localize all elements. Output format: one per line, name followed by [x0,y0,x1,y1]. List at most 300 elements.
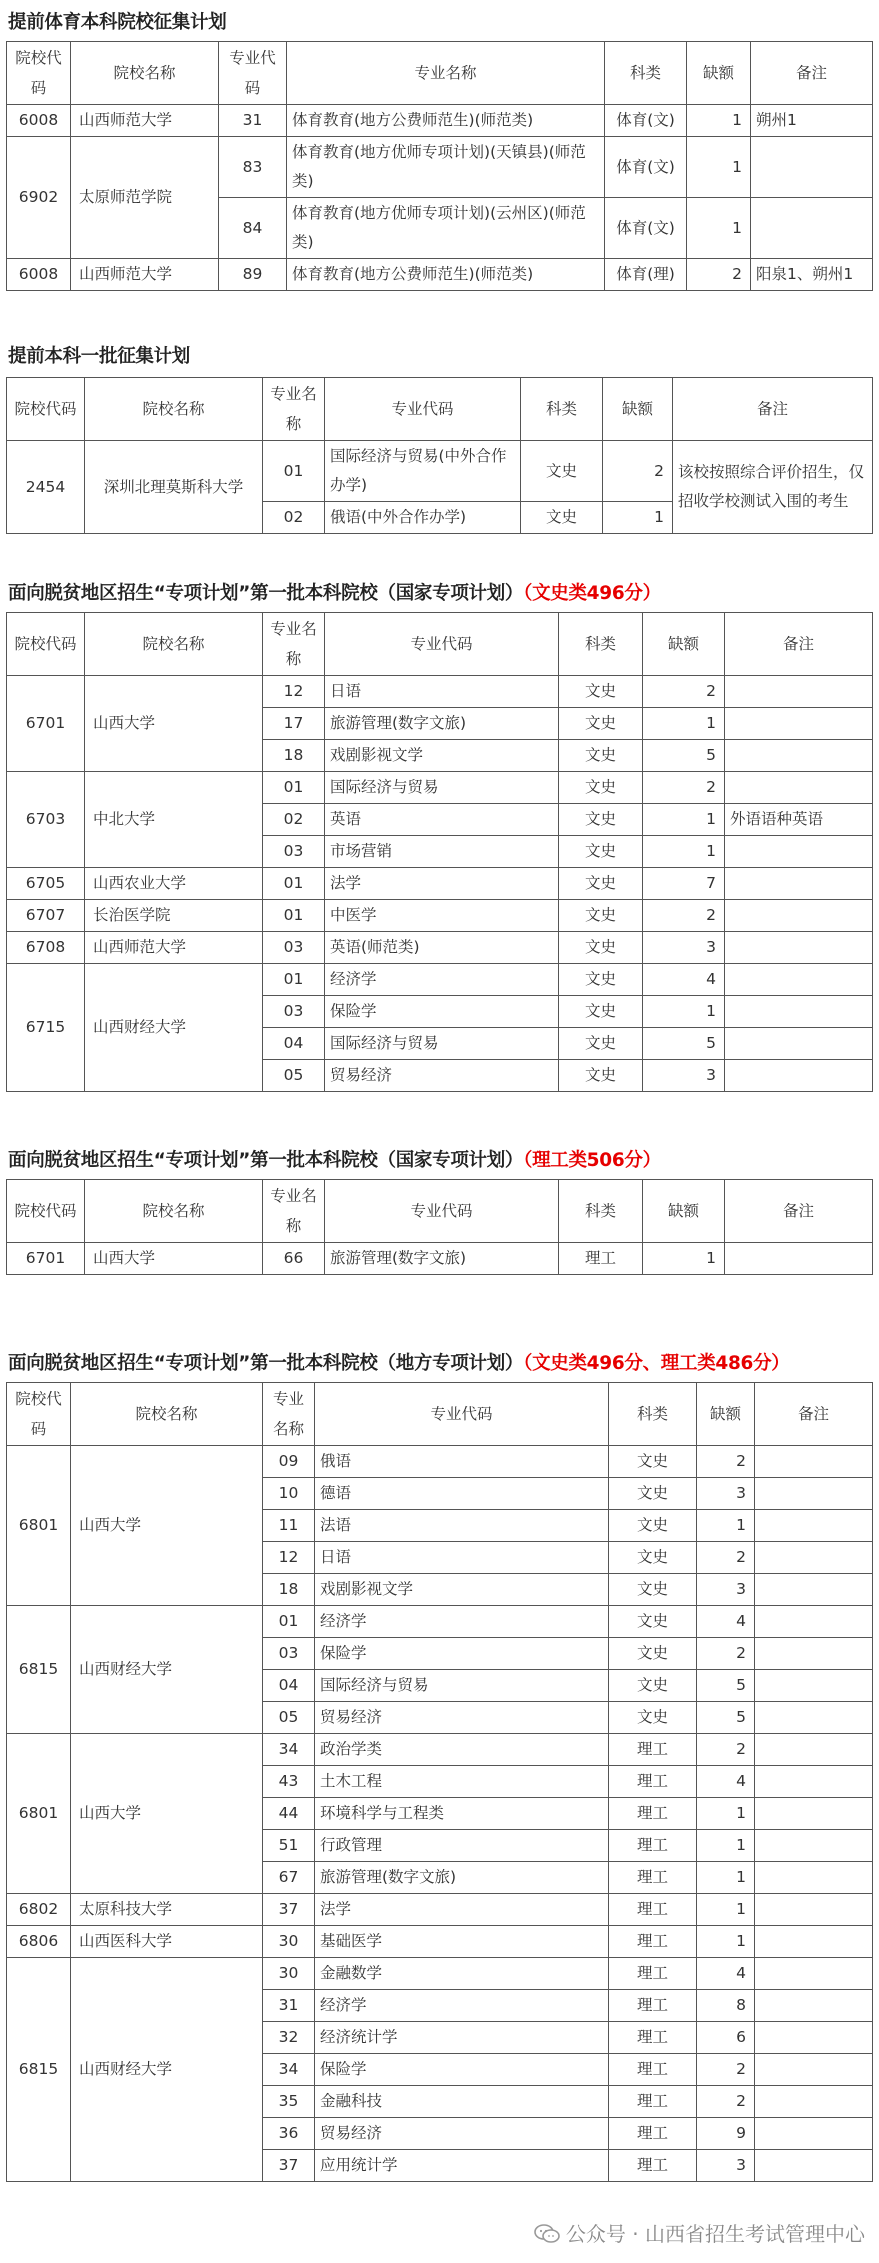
vacancy: 4 [697,1766,755,1798]
major-name: 市场营销 [325,836,559,868]
vacancy: 2 [697,2086,755,2118]
vacancy: 4 [643,964,725,996]
table-row [7,1926,873,1958]
header-cell: 专业名称 [263,1180,325,1243]
category: 文史 [609,1510,697,1542]
category: 文史 [559,996,643,1028]
header-cell: 专业名称 [263,378,325,441]
note [755,1926,873,1958]
vacancy: 1 [603,502,673,534]
category: 文史 [609,1638,697,1670]
major-code: 10 [263,1478,315,1510]
major-name: 旅游管理(数字文旅) [325,708,559,740]
header-cell: 专业名称 [263,1383,315,1446]
major-name: 体育教育(地方公费师范生)(师范类) [287,259,605,291]
major-name: 贸易经济 [315,1702,609,1734]
school-code: 6703 [7,772,85,868]
major-name: 行政管理 [315,1830,609,1862]
vacancy: 2 [697,1734,755,1766]
table-row [7,137,873,198]
table-row [7,1734,873,1766]
major-name: 经济统计学 [315,2022,609,2054]
header-cell: 科类 [559,1180,643,1243]
school-code: 6801 [7,1734,71,1894]
note [725,772,873,804]
category: 文史 [521,502,603,534]
header-cell: 备注 [725,613,873,676]
school-name: 山西农业大学 [85,868,263,900]
vacancy: 1 [643,996,725,1028]
table-row [7,868,873,900]
major-code: 43 [263,1766,315,1798]
note [755,1510,873,1542]
header-cell: 专业名称 [287,42,605,105]
header-cell: 院校名称 [85,378,263,441]
major-name: 法学 [325,868,559,900]
table-row [7,1958,873,1990]
header-cell: 专业代码 [315,1383,609,1446]
category: 理工 [609,1862,697,1894]
vacancy: 2 [697,1638,755,1670]
note [755,1702,873,1734]
vacancy: 5 [697,1702,755,1734]
category: 文史 [559,868,643,900]
vacancy: 2 [697,1542,755,1574]
note [755,1766,873,1798]
admission-table [6,377,873,534]
major-name: 经济学 [315,1990,609,2022]
major-name: 国际经济与贸易 [315,1670,609,1702]
header-cell: 备注 [751,42,873,105]
major-name: 保险学 [315,2054,609,2086]
school-code: 6806 [7,1926,71,1958]
table-row [7,259,873,291]
category: 理工 [559,1243,643,1275]
major-code: 44 [263,1798,315,1830]
major-name: 保险学 [315,1638,609,1670]
header-cell: 缺额 [643,613,725,676]
table-row [7,1243,873,1275]
note [755,1446,873,1478]
major-code: 05 [263,1702,315,1734]
category: 体育(文) [605,105,687,137]
school-code: 6801 [7,1446,71,1606]
major-code: 31 [263,1990,315,2022]
category: 理工 [609,2150,697,2182]
category: 文史 [559,804,643,836]
header-cell: 科类 [559,613,643,676]
category: 理工 [609,2086,697,2118]
note [755,1798,873,1830]
header-cell: 缺额 [697,1383,755,1446]
vacancy: 8 [697,1990,755,2022]
major-name: 戏剧影视文学 [315,1574,609,1606]
vacancy: 3 [697,1478,755,1510]
major-code: 66 [263,1243,325,1275]
major-name: 经济学 [315,1606,609,1638]
vacancy: 9 [697,2118,755,2150]
major-name: 英语 [325,804,559,836]
major-code: 01 [263,900,325,932]
school-name: 山西大学 [85,1243,263,1275]
header-cell: 院校名称 [85,1180,263,1243]
vacancy: 2 [643,676,725,708]
vacancy: 2 [643,900,725,932]
note [755,1638,873,1670]
major-name: 旅游管理(数字文旅) [325,1243,559,1275]
vacancy: 6 [697,2022,755,2054]
note [755,1734,873,1766]
school-code: 2454 [7,441,85,534]
major-code: 17 [263,708,325,740]
note [751,198,873,259]
section-title: 面向脱贫地区招生“专项计划”第一批本科院校（国家专项计划）（文史类496分） [8,583,661,604]
major-code: 67 [263,1862,315,1894]
header-cell: 院校代码 [7,42,71,105]
category: 文史 [609,1574,697,1606]
school-code: 6008 [7,105,71,137]
vacancy: 2 [603,441,673,502]
school-name: 山西师范大学 [71,259,219,291]
category: 文史 [559,740,643,772]
vacancy: 2 [643,772,725,804]
major-code: 01 [263,868,325,900]
major-code: 03 [263,1638,315,1670]
note [725,900,873,932]
table-row [7,1606,873,1638]
category: 文史 [521,441,603,502]
school-name: 中北大学 [85,772,263,868]
vacancy: 1 [697,1862,755,1894]
category: 理工 [609,1894,697,1926]
vacancy: 2 [687,259,751,291]
section-title: 提前体育本科院校征集计划 [8,12,227,33]
vacancy: 4 [697,1606,755,1638]
major-code: 37 [263,1894,315,1926]
note [755,1958,873,1990]
category: 文史 [559,900,643,932]
school-name: 太原师范学院 [71,137,219,259]
major-name: 贸易经济 [325,1060,559,1092]
school-name: 山西大学 [85,676,263,772]
school-name: 长治医学院 [85,900,263,932]
vacancy: 1 [643,804,725,836]
school-code: 6705 [7,868,85,900]
school-code: 6708 [7,932,85,964]
category: 理工 [609,1798,697,1830]
vacancy: 5 [643,740,725,772]
major-name: 法学 [315,1894,609,1926]
header-cell: 院校名称 [71,42,219,105]
vacancy: 1 [643,1243,725,1275]
vacancy: 3 [643,932,725,964]
vacancy: 1 [697,1894,755,1926]
note [725,868,873,900]
major-code: 34 [263,2054,315,2086]
category: 理工 [609,1958,697,1990]
major-name: 日语 [325,676,559,708]
school-name: 太原科技大学 [71,1894,263,1926]
major-name: 体育教育(地方优师专项计划)(云州区)(师范类) [287,198,605,259]
major-code: 35 [263,2086,315,2118]
school-code: 6701 [7,676,85,772]
admission-table [6,612,873,1092]
admission-table [6,1382,873,2182]
major-code: 30 [263,1958,315,1990]
school-code: 6715 [7,964,85,1092]
note [755,1478,873,1510]
vacancy: 1 [687,105,751,137]
category: 理工 [609,1990,697,2022]
note [725,740,873,772]
note [755,2022,873,2054]
school-name: 山西大学 [71,1734,263,1894]
major-code: 01 [263,1606,315,1638]
category: 理工 [609,1766,697,1798]
header-cell: 科类 [521,378,603,441]
header-cell: 院校名称 [85,613,263,676]
header-row [7,613,873,676]
school-code: 6707 [7,900,85,932]
major-code: 09 [263,1446,315,1478]
school-code: 6815 [7,1958,71,2182]
major-code: 04 [263,1670,315,1702]
admission-table [6,1179,873,1275]
header-cell: 专业代码 [325,1180,559,1243]
category: 文史 [559,932,643,964]
vacancy: 3 [643,1060,725,1092]
category: 文史 [609,1478,697,1510]
major-code: 04 [263,1028,325,1060]
major-code: 02 [263,502,325,534]
category: 文史 [559,836,643,868]
major-name: 旅游管理(数字文旅) [315,1862,609,1894]
major-name: 土木工程 [315,1766,609,1798]
major-name: 体育教育(地方公费师范生)(师范类) [287,105,605,137]
vacancy: 2 [697,2054,755,2086]
major-code: 03 [263,932,325,964]
header-cell: 院校代码 [7,1383,71,1446]
header-row [7,1383,873,1446]
header-cell: 院校代码 [7,613,85,676]
major-name: 中医学 [325,900,559,932]
major-name: 金融数学 [315,1958,609,1990]
vacancy: 1 [697,1926,755,1958]
school-code: 6902 [7,137,71,259]
admission-table [6,41,873,291]
header-cell: 专业代码 [325,378,521,441]
major-code: 36 [263,2118,315,2150]
note [751,137,873,198]
major-code: 18 [263,1574,315,1606]
note: 外语语种英语 [725,804,873,836]
section-title: 面向脱贫地区招生“专项计划”第一批本科院校（国家专项计划）（理工类506分） [8,1150,661,1171]
category: 文史 [559,772,643,804]
school-name: 山西医科大学 [71,1926,263,1958]
category: 文史 [609,1542,697,1574]
major-name: 国际经济与贸易(中外合作办学) [325,441,521,502]
note [755,1574,873,1606]
category: 文史 [559,1060,643,1092]
table-row [7,441,873,502]
category: 文史 [609,1702,697,1734]
note [725,708,873,740]
table-row [7,772,873,804]
school-name: 深圳北理莫斯科大学 [85,441,263,534]
vacancy: 1 [643,708,725,740]
header-row [7,378,873,441]
note [725,1060,873,1092]
vacancy: 2 [697,1446,755,1478]
major-code: 18 [263,740,325,772]
major-code: 01 [263,441,325,502]
header-cell: 院校代码 [7,1180,85,1243]
note [755,1990,873,2022]
school-name: 山西财经大学 [85,964,263,1092]
school-name: 山西财经大学 [71,1958,263,2182]
major-name: 基础医学 [315,1926,609,1958]
note [755,1830,873,1862]
note [755,1542,873,1574]
section-title: 提前本科一批征集计划 [8,346,191,367]
major-code: 37 [263,2150,315,2182]
category: 理工 [609,2118,697,2150]
major-code: 01 [263,964,325,996]
school-code: 6701 [7,1243,85,1275]
table-row [7,900,873,932]
major-code: 51 [263,1830,315,1862]
note: 该校按照综合评价招生，仅招收学校测试入围的考生 [673,441,873,534]
vacancy: 1 [643,836,725,868]
category: 文史 [559,1028,643,1060]
note: 阳泉1、朔州1 [751,259,873,291]
school-code: 6008 [7,259,71,291]
vacancy: 1 [697,1830,755,1862]
major-name: 体育教育(地方优师专项计划)(天镇县)(师范类) [287,137,605,198]
category: 文史 [559,708,643,740]
table-row [7,964,873,996]
major-name: 金融科技 [315,2086,609,2118]
major-name: 国际经济与贸易 [325,1028,559,1060]
major-name: 经济学 [325,964,559,996]
vacancy: 1 [687,198,751,259]
table-row [7,105,873,137]
major-name: 俄语(中外合作办学) [325,502,521,534]
section-title: 面向脱贫地区招生“专项计划”第一批本科院校（地方专项计划）（文史类496分、理工类486分） [8,1353,790,1374]
header-cell: 缺额 [687,42,751,105]
table-row [7,676,873,708]
vacancy: 3 [697,2150,755,2182]
header-cell: 院校代码 [7,378,85,441]
note [755,1606,873,1638]
school-name: 山西财经大学 [71,1606,263,1734]
major-name: 俄语 [315,1446,609,1478]
note [755,2150,873,2182]
school-name: 山西师范大学 [71,105,219,137]
major-name: 贸易经济 [315,2118,609,2150]
category: 理工 [609,2022,697,2054]
note [755,1862,873,1894]
school-code: 6815 [7,1606,71,1734]
major-code: 01 [263,772,325,804]
major-code: 12 [263,676,325,708]
major-code: 02 [263,804,325,836]
vacancy: 4 [697,1958,755,1990]
note [725,676,873,708]
vacancy: 1 [687,137,751,198]
vacancy: 3 [697,1574,755,1606]
note: 朔州1 [751,105,873,137]
major-code: 11 [263,1510,315,1542]
category: 体育(文) [605,137,687,198]
major-code: 89 [219,259,287,291]
header-cell: 科类 [605,42,687,105]
major-code: 03 [263,836,325,868]
category: 理工 [609,2054,697,2086]
school-name: 山西大学 [71,1446,263,1606]
vacancy: 1 [697,1798,755,1830]
header-cell: 院校名称 [71,1383,263,1446]
header-cell: 专业代码 [219,42,287,105]
vacancy: 5 [697,1670,755,1702]
major-code: 03 [263,996,325,1028]
major-code: 34 [263,1734,315,1766]
major-code: 30 [263,1926,315,1958]
note [755,2054,873,2086]
header-cell: 专业代码 [325,613,559,676]
category: 文史 [609,1446,697,1478]
note [725,932,873,964]
note [755,1894,873,1926]
category: 理工 [609,1734,697,1766]
major-name: 法语 [315,1510,609,1542]
major-name: 日语 [315,1542,609,1574]
note [755,2086,873,2118]
major-code: 12 [263,1542,315,1574]
category: 文史 [559,676,643,708]
major-name: 德语 [315,1478,609,1510]
major-name: 国际经济与贸易 [325,772,559,804]
major-code: 05 [263,1060,325,1092]
wechat-icon [534,2224,560,2244]
major-code: 83 [219,137,287,198]
category: 理工 [609,1926,697,1958]
footer-watermark: 公众号 · 山西省招生考试管理中心 [534,2218,865,2247]
header-row [7,42,873,105]
header-cell: 备注 [755,1383,873,1446]
header-cell: 缺额 [603,378,673,441]
major-name: 戏剧影视文学 [325,740,559,772]
major-name: 政治学类 [315,1734,609,1766]
major-name: 环境科学与工程类 [315,1798,609,1830]
vacancy: 1 [697,1510,755,1542]
category: 理工 [609,1830,697,1862]
school-code: 6802 [7,1894,71,1926]
note [725,836,873,868]
major-name: 保险学 [325,996,559,1028]
header-cell: 备注 [673,378,873,441]
note [725,1028,873,1060]
note [755,1670,873,1702]
table-row [7,1894,873,1926]
table-row [7,1446,873,1478]
header-row [7,1180,873,1243]
category: 文史 [609,1670,697,1702]
major-code: 84 [219,198,287,259]
header-cell: 专业名称 [263,613,325,676]
category: 文史 [609,1606,697,1638]
major-name: 英语(师范类) [325,932,559,964]
